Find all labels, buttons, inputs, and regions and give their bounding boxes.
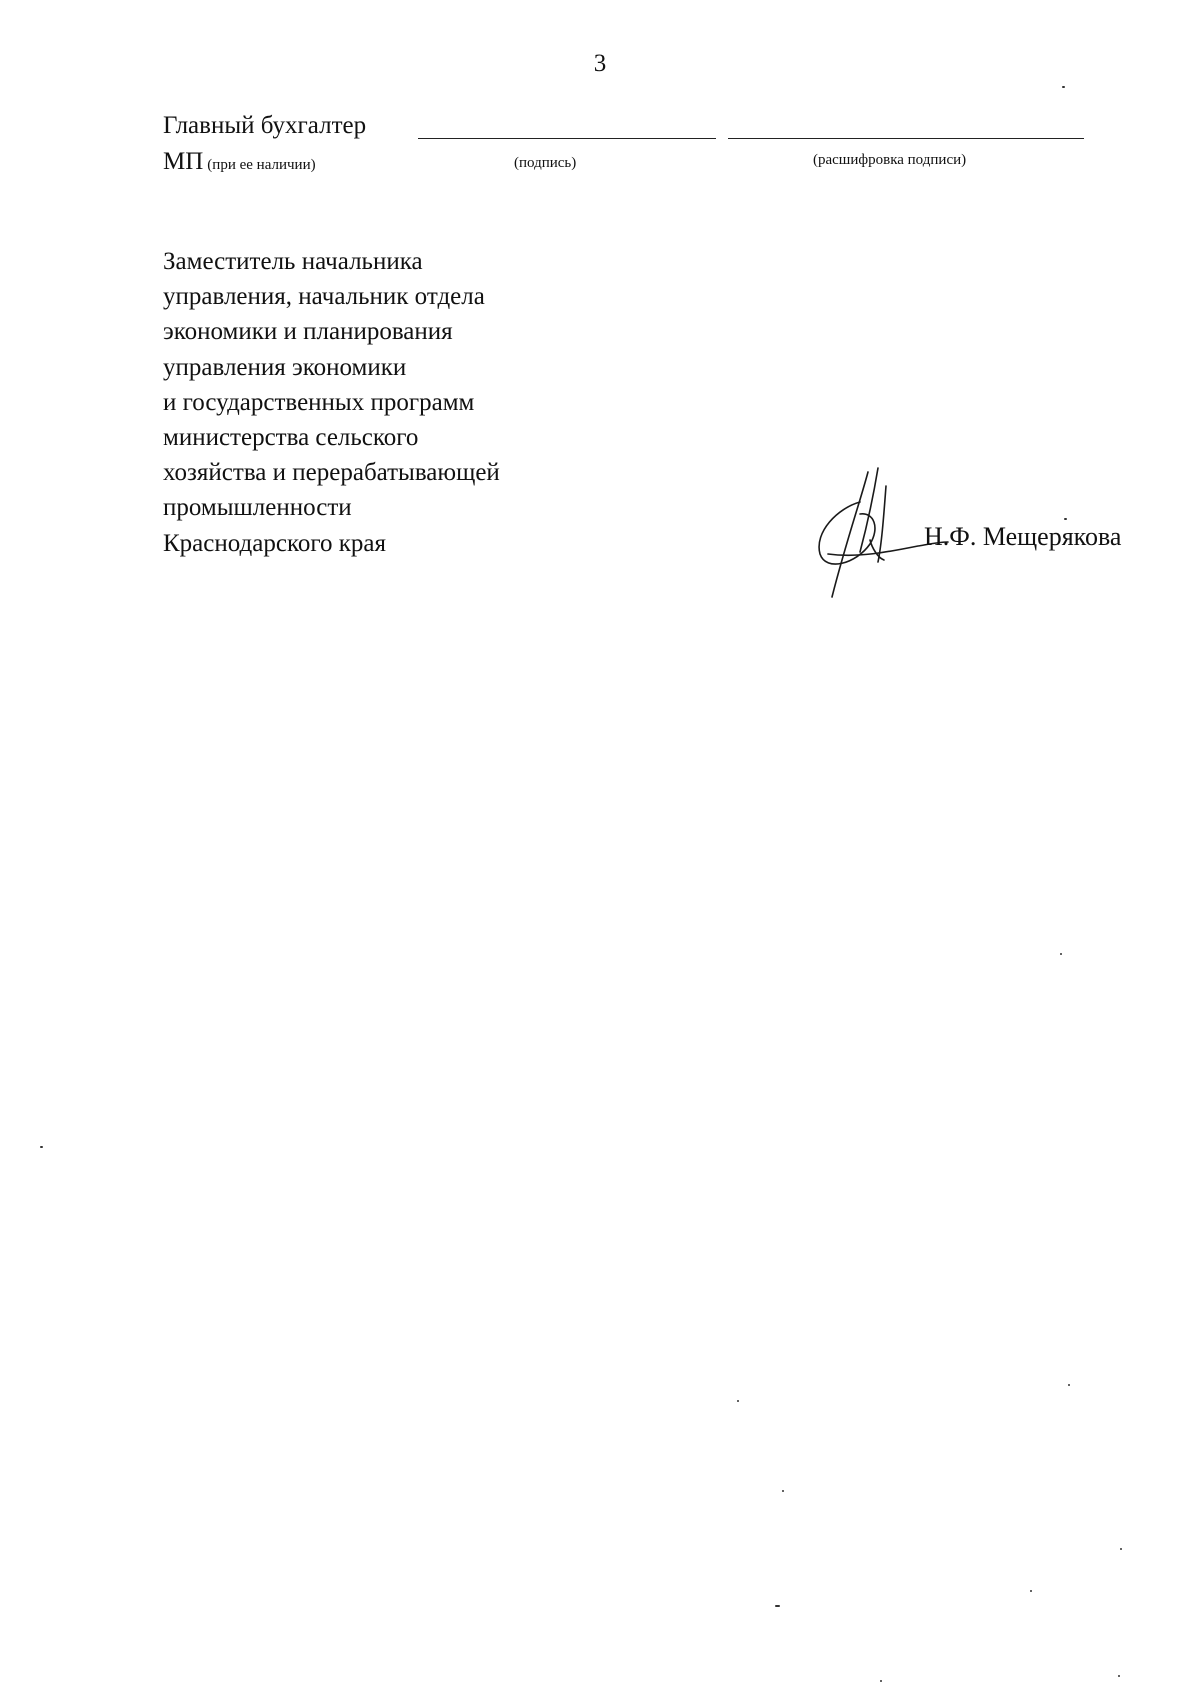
signer-position-line: Заместитель начальника [163, 248, 423, 275]
stamp-place [163, 148, 316, 176]
stamp-place-label: МП [163, 148, 204, 175]
signature-line [418, 138, 716, 139]
signer-position-line: управления, начальник отдела [163, 283, 485, 311]
scan-speck [1060, 953, 1062, 955]
signer-position-line: управления экономики [163, 353, 407, 381]
signature-decoding-caption: (расшифровка подписи) [813, 152, 967, 168]
signer-position-line: и государственных программ [163, 388, 475, 416]
signature-caption: (подпись) [514, 155, 577, 171]
scan-speck [880, 1680, 882, 1682]
scan-speck [782, 1490, 784, 1492]
signer-position-line: хозяйства и перерабатывающей [163, 459, 500, 487]
signature-decoding-line [728, 138, 1084, 139]
signer-position [163, 244, 500, 561]
signer-position-line: Краснодарского края [163, 529, 386, 557]
scan-speck [737, 1400, 739, 1402]
signer-position-line: экономики и планирования [163, 318, 453, 346]
signer-position-line: промышленности [163, 494, 352, 522]
scan-speck [1120, 1548, 1122, 1550]
signer-position-line: министерства сельского [163, 424, 419, 452]
scan-speck [1064, 518, 1067, 520]
page-number: 3 [593, 50, 607, 77]
signer-name: Н.Ф. Мещерякова [924, 522, 1122, 551]
scan-speck [1062, 86, 1065, 88]
scan-speck [1030, 1590, 1032, 1592]
scan-speck [40, 1146, 43, 1148]
scan-speck [1118, 1675, 1120, 1677]
scan-speck [1068, 1384, 1070, 1386]
scan-speck [775, 1605, 780, 1607]
chief-accountant-label: Главный бухгалтер [163, 112, 367, 139]
stamp-place-note: (при ее наличии) [207, 157, 316, 173]
